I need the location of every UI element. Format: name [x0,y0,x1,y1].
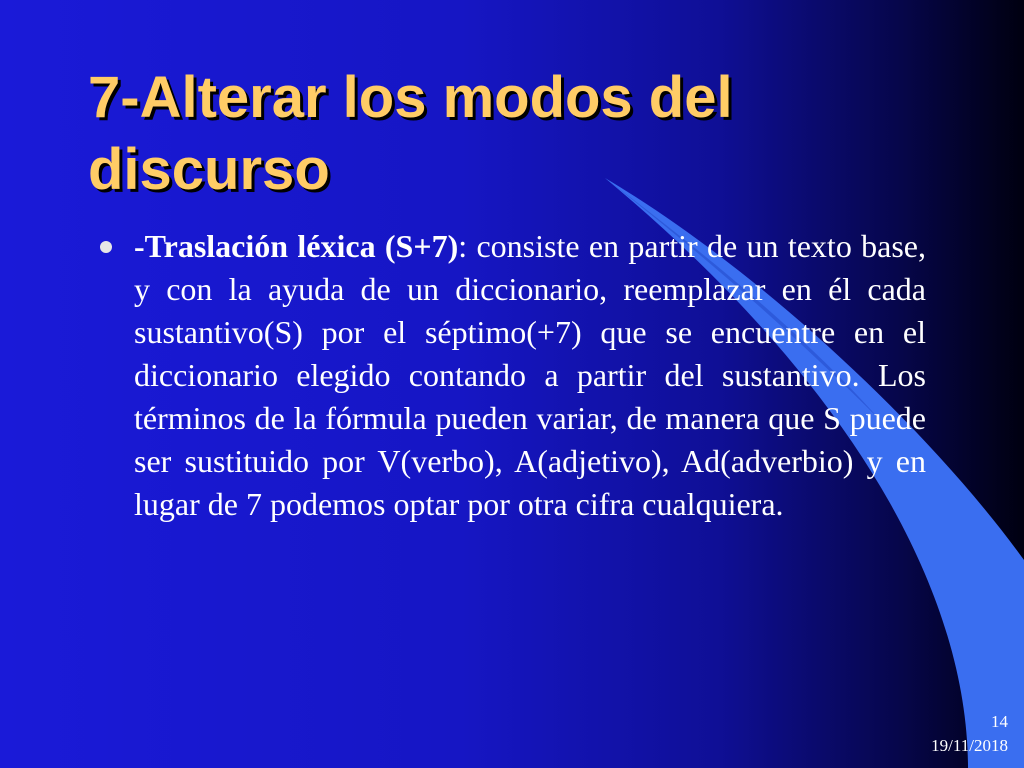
slide-number: 14 [991,712,1008,731]
bullet-dot-icon [100,241,112,253]
slide-title: 7-Alterar los modos del discurso [88,65,733,202]
bullet-term: -Traslación léxica (S+7) [134,228,459,264]
bullet-list [96,225,926,526]
bullet-item [96,225,926,526]
slide-date: 19/11/2018 [931,736,1008,755]
bullet-text: : consiste en partir de un texto base, y con la ayuda de un diccionario, reemplazar en él cada sustantivo(S) por el séptimo(+7) que se encuentre en el diccionario elegido contando a partir del sustantivo. Los términos de la fórmula pueden variar, de manera que S puede ser sustituido por V(verbo), A(adjetivo), Ad(adverbio) y en lugar de 7 podemos optar por otra cifra cualquiera. [134,228,927,522]
